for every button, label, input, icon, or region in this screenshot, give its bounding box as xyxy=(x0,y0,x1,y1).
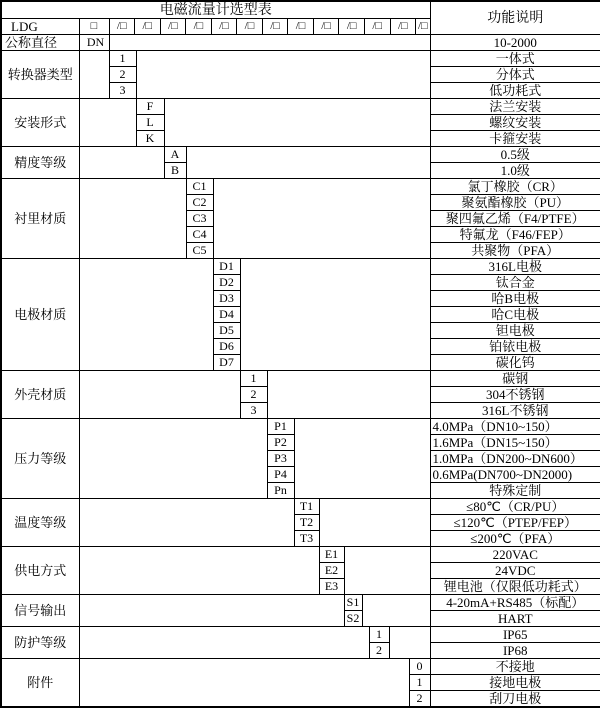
code-cell: T2 xyxy=(294,515,319,531)
empty-cell xyxy=(79,659,409,708)
desc-cell: 4-20mA+RS485（标配） xyxy=(430,595,600,611)
code-cell: D4 xyxy=(213,307,240,323)
category-label-diameter: 公称直径 xyxy=(1,35,79,51)
code-cell: C3 xyxy=(186,211,213,227)
desc-cell: 0.5级 xyxy=(430,147,600,163)
code-cell: P4 xyxy=(267,467,294,483)
empty-cell xyxy=(79,259,213,371)
desc-cell: 特殊定制 xyxy=(430,483,600,499)
code-cell: 3 xyxy=(109,83,136,99)
code-cell: D5 xyxy=(213,323,240,339)
desc-cell: 碳化钨 xyxy=(430,355,600,371)
category-label-lining: 衬里材质 xyxy=(1,179,79,259)
code-cell: B xyxy=(164,163,186,179)
code-cell: C2 xyxy=(186,195,213,211)
category-label-accuracy: 精度等级 xyxy=(1,147,79,179)
empty-cell xyxy=(389,627,430,659)
desc-cell: 哈C电极 xyxy=(430,307,600,323)
desc-cell: ≤200℃（PFA） xyxy=(430,531,600,547)
category-label-signal: 信号输出 xyxy=(1,595,79,627)
desc-cell: IP68 xyxy=(430,643,600,659)
desc-cell: 10-2000 xyxy=(430,35,600,51)
code-box-icon: /□ xyxy=(185,19,211,34)
code-box-icon: /□ xyxy=(313,19,339,34)
desc-cell: 卡箍安装 xyxy=(430,131,600,147)
desc-cell: 1.0MPa（DN200~DN600） xyxy=(430,451,600,467)
code-cell: 0 xyxy=(409,659,430,675)
desc-cell: 1.6MPa（DN15~150） xyxy=(430,435,600,451)
desc-cell: 220VAC xyxy=(430,547,600,563)
empty-cell xyxy=(136,51,430,99)
empty-cell xyxy=(240,259,430,371)
desc-cell: 不接地 xyxy=(430,659,600,675)
code-cell: S2 xyxy=(344,611,362,627)
desc-cell: ≤80℃（CR/PU） xyxy=(430,499,600,515)
code-cell: Pn xyxy=(267,483,294,499)
code-cell: P2 xyxy=(267,435,294,451)
code-cell: K xyxy=(136,131,164,147)
category-label-converter-type: 转换器类型 xyxy=(1,51,79,99)
empty-cell xyxy=(79,371,240,419)
code-box-icon: /□ xyxy=(134,19,160,34)
empty-cell xyxy=(213,179,430,259)
empty-cell xyxy=(79,51,109,99)
code-cell: S1 xyxy=(344,595,362,611)
desc-cell: 1.0级 xyxy=(430,163,600,179)
desc-cell: 碳钢 xyxy=(430,371,600,387)
desc-cell: 聚氨酯橡胶（PU） xyxy=(430,195,600,211)
desc-cell: 铂铱电极 xyxy=(430,339,600,355)
code-cell: D2 xyxy=(213,275,240,291)
category-label-accessories: 附件 xyxy=(1,659,79,708)
checkbox-placeholder-icon: □ xyxy=(90,20,98,32)
code-box-icon: /□ xyxy=(160,19,186,34)
category-label-temperature: 温度等级 xyxy=(1,499,79,547)
desc-cell: 螺纹安装 xyxy=(430,115,600,131)
desc-cell: 钽电极 xyxy=(430,323,600,339)
category-label-installation: 安装形式 xyxy=(1,99,79,147)
code-box-icon: /□ xyxy=(236,19,262,34)
code-cell: 1 xyxy=(240,371,267,387)
code-cell: A xyxy=(164,147,186,163)
code-cell: E1 xyxy=(319,547,344,563)
desc-cell: 特氟龙（F46/FEP） xyxy=(430,227,600,243)
desc-cell: 聚四氟乙烯（F4/PTFE） xyxy=(430,211,600,227)
code-cell: C4 xyxy=(186,227,213,243)
desc-cell: ≤120℃（PTEP/FEP） xyxy=(430,515,600,531)
code-cell: E3 xyxy=(319,579,344,595)
empty-cell xyxy=(362,595,430,627)
empty-cell xyxy=(186,147,430,179)
code-cell: D1 xyxy=(213,259,240,275)
category-label-protection: 防护等级 xyxy=(1,627,79,659)
code-cell: C5 xyxy=(186,243,213,259)
category-label-power: 供电方式 xyxy=(1,547,79,595)
code-box-icon: /□ xyxy=(338,19,364,34)
code-cell: D7 xyxy=(213,355,240,371)
desc-cell: 4.0MPa（DN10~150） xyxy=(430,419,600,435)
desc-cell: 316L不锈钢 xyxy=(430,403,600,419)
function-description-header: 功能说明 xyxy=(430,1,600,35)
diameter-code: DN xyxy=(79,35,109,51)
empty-cell xyxy=(267,371,430,419)
desc-cell: 钛合金 xyxy=(430,275,600,291)
empty-cell xyxy=(79,595,344,627)
code-cell: D6 xyxy=(213,339,240,355)
code-box-icon: /□ xyxy=(415,19,430,34)
empty-cell xyxy=(294,419,430,499)
empty-cell xyxy=(79,147,164,179)
desc-cell: IP65 xyxy=(430,627,600,643)
code-cell: 1 xyxy=(369,627,389,643)
desc-cell: 304不锈钢 xyxy=(430,387,600,403)
code-cell: D3 xyxy=(213,291,240,307)
code-cell: 2 xyxy=(409,691,430,708)
model-code-label: LDG xyxy=(1,19,79,35)
desc-cell: 接地电极 xyxy=(430,675,600,691)
desc-cell: 分体式 xyxy=(430,67,600,83)
empty-cell xyxy=(164,99,430,147)
code-cell: 2 xyxy=(109,67,136,83)
empty-cell xyxy=(344,547,430,595)
code-box-icon: /□ xyxy=(390,19,416,34)
model-base-box xyxy=(79,19,109,35)
code-cell: 3 xyxy=(240,403,267,419)
desc-cell: 刮刀电极 xyxy=(430,691,600,708)
code-cell: L xyxy=(136,115,164,131)
empty-cell xyxy=(79,627,369,659)
code-box-icon: /□ xyxy=(364,19,390,34)
code-cell: 2 xyxy=(240,387,267,403)
table-title: 电磁流量计选型表 xyxy=(1,1,430,19)
desc-cell: 氯丁橡胶（CR） xyxy=(430,179,600,195)
code-cell: P1 xyxy=(267,419,294,435)
empty-cell xyxy=(109,35,430,51)
desc-cell: 哈B电极 xyxy=(430,291,600,307)
desc-cell: HART xyxy=(430,611,600,627)
desc-cell: 316L电极 xyxy=(430,259,600,275)
desc-cell: 法兰安装 xyxy=(430,99,600,115)
category-label-housing: 外壳材质 xyxy=(1,371,79,419)
code-cell: T3 xyxy=(294,531,319,547)
model-code-boxes xyxy=(109,19,430,35)
code-box-icon: /□ xyxy=(116,20,127,32)
empty-cell xyxy=(319,499,430,547)
code-box-icon: /□ xyxy=(287,19,313,34)
desc-cell: 24VDC xyxy=(430,563,600,579)
empty-cell xyxy=(79,547,319,595)
empty-cell xyxy=(79,499,294,547)
code-cell: 1 xyxy=(409,675,430,691)
empty-cell xyxy=(79,99,136,147)
code-cell: E2 xyxy=(319,563,344,579)
desc-cell: 0.6MPa(DN700~DN2000) xyxy=(430,467,600,483)
code-box-icon: /□ xyxy=(262,19,288,34)
desc-cell: 低功耗式 xyxy=(430,83,600,99)
code-cell: T1 xyxy=(294,499,319,515)
category-label-electrode: 电极材质 xyxy=(1,259,79,371)
desc-cell: 共聚物（PFA） xyxy=(430,243,600,259)
empty-cell xyxy=(79,179,186,259)
code-cell: 1 xyxy=(109,51,136,67)
desc-cell: 一体式 xyxy=(430,51,600,67)
empty-cell xyxy=(79,419,267,499)
model-code-box-row xyxy=(110,19,430,34)
code-cell: F xyxy=(136,99,164,115)
code-box-icon: /□ xyxy=(211,19,237,34)
code-cell: C1 xyxy=(186,179,213,195)
category-label-pressure: 压力等级 xyxy=(1,419,79,499)
code-cell: P3 xyxy=(267,451,294,467)
code-cell: 2 xyxy=(369,643,389,659)
desc-cell: 锂电池（仅限低功耗式） xyxy=(430,579,600,595)
